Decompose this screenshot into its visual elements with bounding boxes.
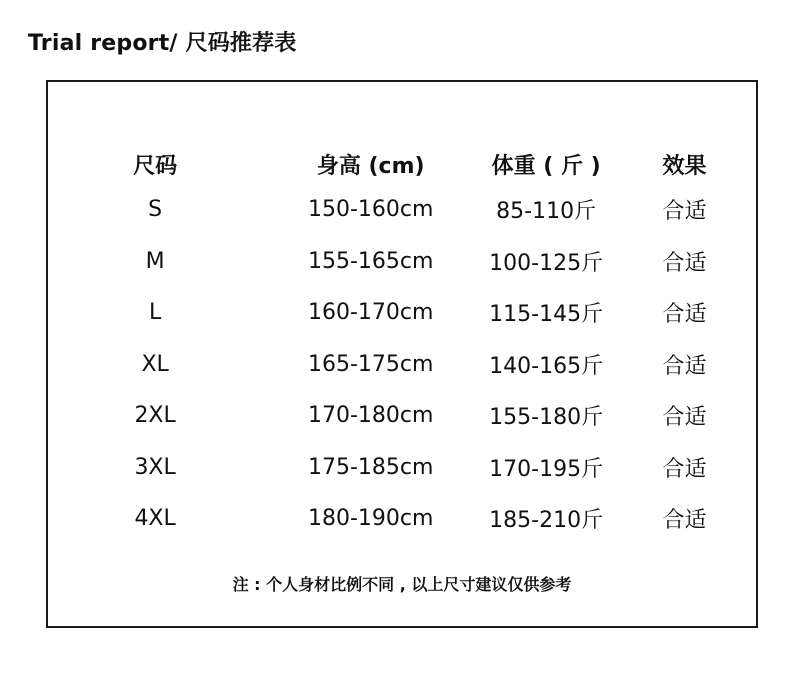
cell-size: XL: [141, 351, 169, 377]
table-header-row: [48, 144, 756, 184]
cell-size: 2XL: [134, 403, 176, 429]
cell-weight: 115-145斤: [489, 302, 604, 328]
cell-height: 165-175cm: [307, 351, 434, 377]
cell-effect: 合适: [662, 456, 707, 482]
header-effect: 效果: [662, 153, 707, 179]
cell-effect: 合适: [662, 199, 707, 225]
table-row: [48, 442, 756, 494]
cell-size: S: [148, 197, 163, 223]
cell-size: L: [148, 300, 162, 326]
cell-weight: 100-125斤: [489, 250, 604, 276]
size-chart-frame: [46, 80, 758, 628]
page-title: Trial report/ 尺码推荐表: [28, 31, 297, 56]
header-size: 尺码: [133, 153, 178, 179]
cell-height: 150-160cm: [307, 197, 434, 223]
cell-weight: 140-165斤: [489, 353, 604, 379]
cell-effect: 合适: [662, 405, 707, 431]
cell-weight: 155-180斤: [489, 405, 604, 431]
cell-effect: 合适: [662, 353, 707, 379]
cell-size: 3XL: [134, 454, 176, 480]
cell-height: 155-165cm: [307, 248, 434, 274]
table-row: [48, 236, 756, 288]
cell-effect: 合适: [662, 508, 707, 534]
header-height: 身高 (cm): [316, 153, 425, 179]
cell-height: 175-185cm: [307, 454, 434, 480]
table-row: [48, 390, 756, 442]
cell-height: 160-170cm: [307, 300, 434, 326]
footnote: 注 : 个人身材比例不同 , 以上尺寸建议仅供参考: [232, 575, 572, 594]
header-weight: 体重 ( 斤 ): [491, 153, 601, 179]
cell-height: 170-180cm: [307, 403, 434, 429]
cell-weight: 85-110斤: [496, 199, 597, 225]
table-row: [48, 184, 756, 236]
size-table: [48, 144, 756, 545]
cell-weight: 170-195斤: [489, 456, 604, 482]
cell-effect: 合适: [662, 302, 707, 328]
table-row: [48, 339, 756, 391]
table-row: [48, 287, 756, 339]
cell-size: M: [145, 248, 165, 274]
cell-weight: 185-210斤: [489, 508, 604, 534]
table-row: [48, 493, 756, 545]
cell-size: 4XL: [134, 506, 176, 532]
cell-height: 180-190cm: [307, 506, 434, 532]
cell-effect: 合适: [662, 250, 707, 276]
